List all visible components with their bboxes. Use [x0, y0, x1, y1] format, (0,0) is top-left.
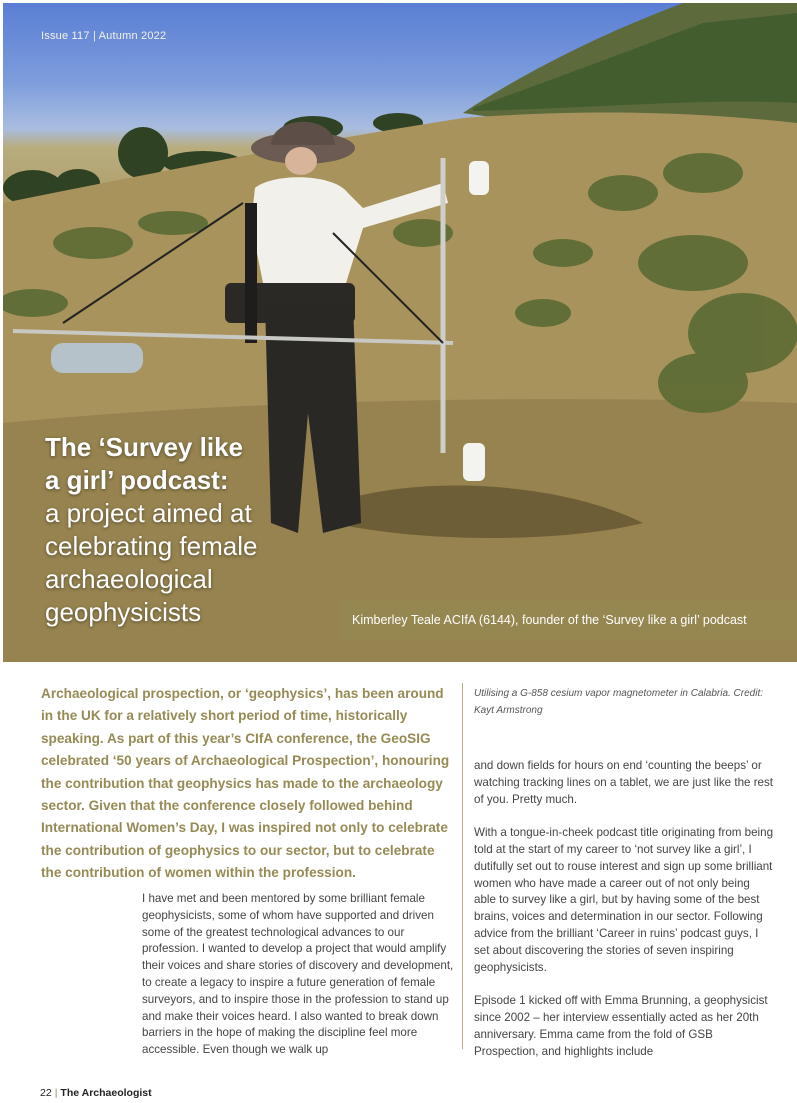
body-right-column: [474, 758, 774, 1077]
headline-sub-1: a project aimed at: [45, 498, 252, 528]
body-right-paragraph-1: and down fields for hours on end ‘counting the beeps’ or watching tracking lines on a tablet, we are just like the rest of you. Pretty much.: [474, 759, 774, 806]
article-headline: [45, 431, 345, 629]
photo-caption: Utilising a G-858 cesium vapor magnetometer in Calabria. Credit: Kayt Armstrong: [474, 688, 764, 716]
headline-sub-2: celebrating female: [45, 531, 258, 561]
headline-line-1: The ‘Survey like: [45, 432, 243, 462]
magazine-name: The Archaeologist: [60, 1087, 152, 1099]
body-right-paragraph-3: Episode 1 kicked off with Emma Brunning, a geophysicist since 2002 – her interview essentially acted as her 20th anniversary. Emma came from the fold of GSB Prospection, and highlights include: [474, 994, 768, 1058]
column-divider: [462, 683, 463, 1049]
article-intro: Archaeological prospection, or ‘geophysics’, has been around in the UK for a relatively short period of time, historically speaking. As part of this year’s CIfA conference, the GeoSIG celebrated ‘50 years of Archaeological Prospection’, honouring the contribution that geophysics has made to the archaeology sector. Given that the conference closely followed behind International Women’s Day, I was inspired not only to celebrate the contribution of geophysics to our sector, but to celebrate the contribution of women within the profession.: [41, 686, 450, 881]
body-right-paragraph-2: With a tongue-in-cheek podcast title originating from being told at the start of my career to ‘not survey like a girl’, I dutifully set out to rouse interest and sign up some brilliant women who have made a career out of not only being able to survey like a girl, but by having some of the best brains, voices and determination in our sector. Following advice from the brilliant ‘Career in ruins’ podcast guys, I set about discovering the stories of seven inspiring geophysicists.: [474, 826, 774, 974]
footer-separator: |: [54, 1087, 58, 1099]
headline-sub-4: geophysicists: [45, 597, 202, 627]
headline-sub-3: archaeological: [45, 564, 213, 594]
hero-photo: [3, 3, 797, 662]
photo-credit-caption: Kimberley Teale ACIfA (6144), founder of the ‘Survey like a girl’ podcast: [340, 600, 797, 640]
issue-label: Issue 117 | Autumn 2022: [41, 30, 167, 42]
body-left-column: I have met and been mentored by some brilliant female geophysicists, some of whom have supported and driven some of the greatest technological advances to our profession. I wanted to develop a project that would amplify their voices and share stories of discovery and development, to create a legacy to inspire a future generation of female surveyors, and to inspire those in the profession to stand up and make their voices heard. I also wanted to break down barriers in the hope of making the discipline feel more accessible. Even though we walk up: [142, 892, 454, 1057]
page-number: 22: [40, 1087, 52, 1099]
page-footer: [40, 1087, 152, 1099]
headline-line-2: a girl’ podcast:: [45, 465, 229, 495]
